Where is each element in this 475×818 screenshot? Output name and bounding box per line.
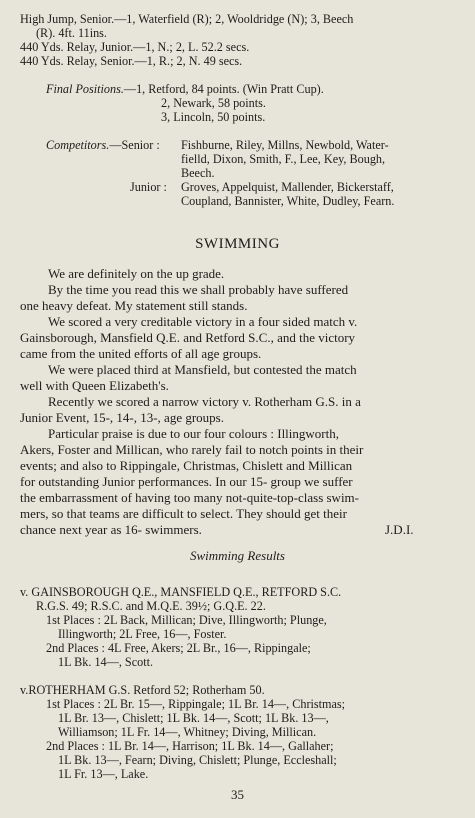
- paragraph-line: Junior Event, 15-, 14-, 13-, age groups.: [20, 410, 224, 425]
- competitors-heading: [46, 138, 160, 152]
- final-positions: [46, 82, 324, 96]
- paragraph-line: mers, so that teams are difficult to select. They should get their: [20, 506, 347, 521]
- paragraph-line: We are definitely on the up grade.: [48, 266, 225, 281]
- junior-list-line: Coupland, Bannister, White, Dudley, Fearn.: [181, 194, 395, 208]
- section-title-swimming: SWIMMING: [195, 236, 280, 252]
- results-line: Williamson; 1L Fr. 14—, Whitney; Diving, Millican.: [58, 725, 317, 739]
- section-subtitle-results: Swimming Results: [190, 548, 285, 563]
- results-line: 1L Fr. 13—, Lake.: [58, 767, 149, 781]
- junior-list-line: Groves, Appelquist, Mallender, Bickerstaff,: [181, 180, 394, 194]
- paragraph-line: Akers, Foster and Millican, who rarely fail to notch points in their: [20, 442, 364, 457]
- senior-label: —Senior :: [109, 138, 160, 152]
- results-line: Illingworth; 2L Free, 16—, Foster.: [58, 627, 227, 641]
- junior-label: Junior :: [130, 180, 167, 194]
- page-number: 35: [231, 787, 244, 802]
- paragraph-line: chance next year as 16- swimmers.: [20, 522, 202, 537]
- results-line: 2nd Places : 4L Free, Akers; 2L Br., 16—, Rippingale;: [46, 641, 311, 655]
- paragraph-line: one heavy defeat. My statement still stands.: [20, 298, 248, 313]
- paragraph-line: We were placed third at Mansfield, but contested the match: [48, 362, 357, 377]
- paragraph-line: events; and also to Rippingale, Christmas, Chislett and Millican: [20, 458, 353, 473]
- results-line: v.ROTHERHAM G.S. Retford 52; Rotherham 50.: [20, 683, 265, 697]
- text-line: (R). 4ft. 11ins.: [36, 26, 107, 40]
- paragraph-line: Recently we scored a narrow victory v. Rotherham G.S. in a: [48, 394, 361, 409]
- results-line: R.G.S. 49; R.S.C. and M.Q.E. 39½; G.Q.E. 22.: [36, 599, 266, 613]
- text-line: 440 Yds. Relay, Junior.—1, N.; 2, L. 52.2 secs.: [20, 40, 250, 54]
- paragraph-line: Gainsborough, Mansfield Q.E. and Retford S.C., and the victory: [20, 330, 356, 345]
- paragraph-line: We scored a very creditable victory in a four sided match v.: [48, 314, 358, 329]
- paragraph-line: well with Queen Elizabeth's.: [20, 378, 169, 393]
- results-line: 1L Bk. 14—, Scott.: [58, 655, 154, 669]
- final-position-2: 2, Newark, 58 points.: [161, 96, 266, 110]
- final-position-1: —1, Retford, 84 points. (Win Pratt Cup).: [123, 82, 324, 96]
- results-line: 1st Places : 2L Br. 15—, Rippingale; 1L Br. 14—, Christmas;: [46, 697, 346, 711]
- text-line: 440 Yds. Relay, Senior.—1, R.; 2, N. 49 secs.: [20, 54, 243, 68]
- paragraph-line: came from the united efforts of all age groups.: [20, 346, 262, 361]
- paragraph-line: the embarrassment of having too many not-quite-top-class swim-: [20, 490, 360, 505]
- results-line: 2nd Places : 1L Br. 14—, Harrison; 1L Bk. 14—, Gallaher;: [46, 739, 334, 753]
- results-line: 1L Br. 13—, Chislett; 1L Bk. 14—, Scott; 1L Bk. 13—,: [58, 711, 329, 725]
- results-line: v. GAINSBOROUGH Q.E., MANSFIELD Q.E., RETFORD S.C.: [20, 585, 342, 599]
- final-position-3: 3, Lincoln, 50 points.: [161, 110, 266, 124]
- senior-list-line: Beech.: [181, 166, 215, 180]
- final-positions-label: Final Positions.: [46, 82, 124, 96]
- author-signature: J.D.I.: [385, 522, 414, 537]
- paragraph-line: for outstanding Junior performances. In our 15- group we suffer: [20, 474, 353, 489]
- results-line: 1L Bk. 13—, Fearn; Diving, Chislett; Plunge, Eccleshall;: [58, 753, 337, 767]
- paragraph-line: Particular praise is due to our four colours : Illingworth,: [48, 426, 339, 441]
- senior-list-line: fielld, Dixon, Smith, F., Lee, Key, Bough,: [181, 152, 386, 166]
- results-line: 1st Places : 2L Back, Millican; Dive, Illingworth; Plunge,: [46, 613, 327, 627]
- text-line: High Jump, Senior.—1, Waterfield (R); 2, Wooldridge (N); 3, Beech: [20, 12, 354, 26]
- paragraph-line: By the time you read this we shall probably have suffered: [48, 282, 349, 297]
- competitors-label: Competitors.: [46, 138, 110, 152]
- senior-list-line: Fishburne, Riley, Millns, Newbold, Water-: [181, 138, 389, 152]
